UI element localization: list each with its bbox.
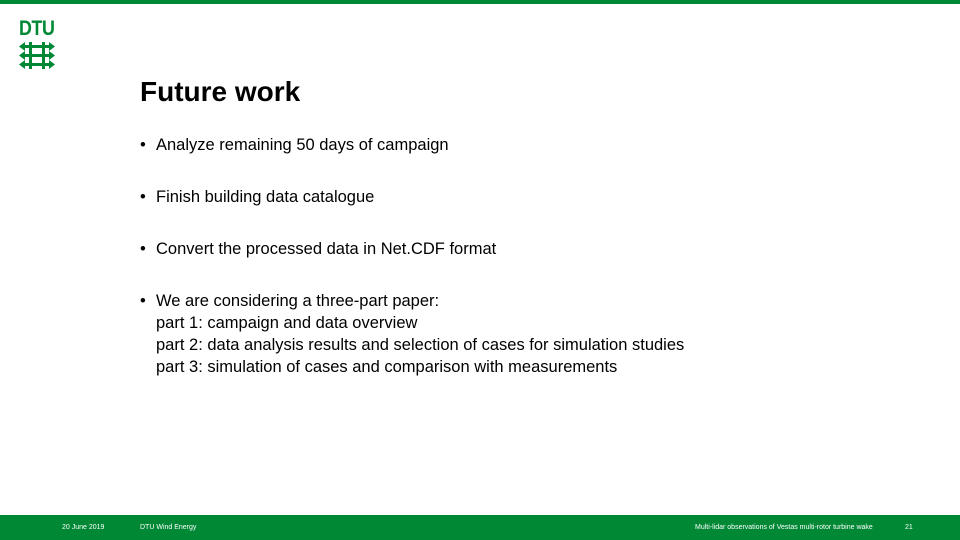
- bullet-text: Convert the processed data in Net.CDF format: [156, 240, 497, 258]
- footer-department: DTU Wind Energy: [140, 524, 197, 531]
- bullet-text: Analyze remaining 50 days of campaign: [156, 136, 449, 154]
- bullet-dot: •: [140, 292, 146, 310]
- bullet-text: We are considering a three-part paper:: [156, 292, 440, 310]
- bullet-dot: •: [140, 136, 146, 154]
- footer-page-number: 21: [905, 524, 913, 531]
- logo-wordmark: DTU: [19, 17, 55, 40]
- bullet-item: [140, 186, 920, 208]
- bullet-subline: part 1: campaign and data overview: [156, 314, 418, 332]
- bullet-item: [140, 290, 920, 378]
- bullet-item: [140, 134, 920, 156]
- top-accent-bar: [0, 0, 960, 4]
- footer-date: 20 June 2019: [62, 524, 105, 531]
- bullet-dot: •: [140, 240, 146, 258]
- footer-bar: [0, 515, 960, 540]
- bullet-subline: part 3: simulation of cases and comparison with measurements: [156, 358, 618, 376]
- dtu-logo: [19, 18, 55, 70]
- bullet-item: [140, 238, 920, 260]
- bullet-subline: part 2: data analysis results and selection of cases for simulation studies: [156, 336, 685, 354]
- bullet-list: [140, 134, 920, 408]
- dtu-logo-icon: [19, 42, 55, 70]
- footer-presentation-title: Multi-lidar observations of Vestas multi-rotor turbine wake: [695, 524, 873, 531]
- slide-title: Future work: [140, 76, 301, 107]
- bullet-dot: •: [140, 188, 146, 206]
- bullet-text: Finish building data catalogue: [156, 188, 375, 206]
